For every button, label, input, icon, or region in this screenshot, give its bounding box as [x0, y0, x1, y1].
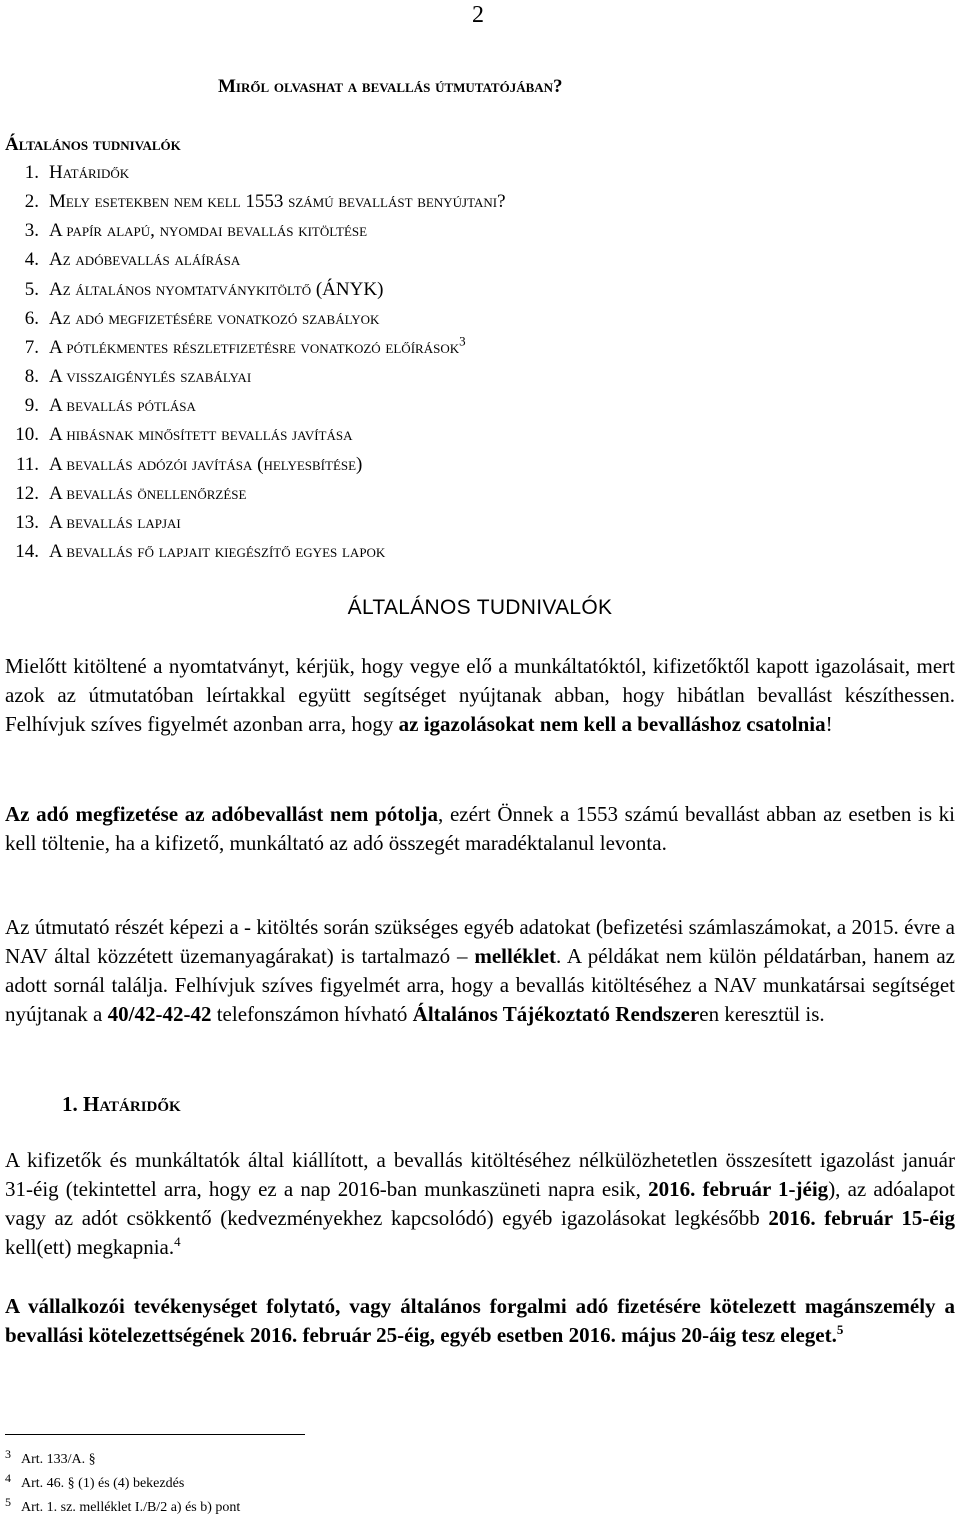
toc-item-number: 13. [15, 512, 39, 533]
toc-item [5, 334, 466, 362]
toc-item [5, 392, 196, 420]
intro-paragraph [5, 652, 955, 739]
para-bold-text: 2016. február 15-éig [768, 1206, 955, 1230]
toc-item [5, 217, 367, 245]
toc-item-number: 3. [24, 220, 39, 241]
toc-item [5, 538, 385, 566]
toc-item-text: Az adó megfizetésére vonatkozó szabályok [49, 308, 380, 329]
para-text: Mielőtt kitöltené a nyomtatványt, kérjük, hogy vegye elő a munkáltatóktól, kifizetőktől kapott igazolásait, mert azok az útmutatóban leírtakkal együtt segítséget nyújtanak abban, hogy hibátlan bevallást készíthessen. Felhívjuk szíves figyelmét azonban arra, hogy [5, 654, 955, 736]
deadlines-paragraph [5, 1146, 955, 1262]
para-text: telefonszámon hívható [211, 1002, 413, 1026]
toc-item-text: A bevallás önellenőrzése [49, 483, 247, 504]
phone-number: 40/42-42-42 [107, 1002, 212, 1026]
footnote [5, 1442, 240, 1466]
toc-item-text: A bevallás adózói javítása (helyesbítése) [49, 454, 363, 475]
toc-item [5, 246, 240, 274]
toc-item [5, 480, 246, 508]
footnote-ref: 3 [459, 333, 466, 349]
toc-item-number: 5. [24, 279, 39, 300]
footnote-text: Art. 1. sz. melléklet I./B/2 a) és b) pont [21, 1500, 241, 1515]
toc-item [5, 509, 181, 537]
toc-item-number: 7. [24, 337, 39, 358]
toc-item [5, 363, 251, 391]
toc-item-text: A bevallás pótlása [49, 395, 196, 416]
footnote [5, 1490, 240, 1514]
footnote-number: 5 [5, 1495, 11, 1509]
toc-item [5, 451, 362, 479]
toc-item-number: 1. [24, 162, 39, 183]
toc-item-number: 14. [15, 541, 39, 562]
toc-item-number: 10. [15, 424, 39, 445]
toc-item-text: A visszaigénylés szabályai [49, 366, 252, 387]
toc-item-number: 11. [15, 454, 39, 475]
payment-paragraph [5, 800, 955, 858]
toc-subtitle: Általános tudnivalók [5, 134, 181, 155]
toc-item-text: Az adóbevallás aláírása [49, 249, 241, 270]
heading-deadlines: 1. Határidők [62, 1092, 181, 1116]
footnote-text: Art. 46. § (1) és (4) bekezdés [21, 1476, 185, 1491]
footnote-text: Art. 133/A. § [21, 1452, 96, 1467]
footnote-divider [5, 1434, 305, 1435]
toc-item-number: 4. [24, 249, 39, 270]
toc-title: Miről olvashat a bevallás útmutatójában? [218, 76, 563, 97]
toc-item-number: 8. [24, 366, 39, 387]
para-text: . A példákat nem külön példatárban, hanem az adott sornál találja. Felhívjuk szíves figyelmét arra, hogy a bevallás kitöltéséhez a NAV munkatársai segítséget nyújtanak a [5, 944, 955, 1026]
para-bold-text: Általános Tájékoztató Rendszer [412, 1002, 700, 1026]
footnote-number: 3 [5, 1447, 11, 1461]
para-text: kell(ett) megkapnia. [5, 1235, 175, 1259]
section-heading: ÁLTALÁNOS TUDNIVALÓK [347, 596, 613, 619]
para-text: Az útmutató részét képezi a - kitöltés során szükséges egyéb adatokat (befizetési számlaszámokat, a 2015. évre a NAV által közzétett üzemanyagárakat) is tartalmazó – [5, 915, 955, 968]
toc-item-text: Mely esetekben nem kell 1553 számú bevallást benyújtani? [49, 191, 506, 212]
para-text: , ezért Önnek a 1553 számú bevallást abban az esetben is ki kell töltenie, ha a kifizető, munkáltató az adó összegét maradéktalanul levonta. [5, 802, 955, 855]
toc-item [5, 421, 352, 449]
toc-item-number: 9. [24, 395, 39, 416]
para-bold-text: Az adó megfizetése az adóbevallást nem pótolja [5, 802, 439, 826]
para-text: ! [825, 712, 833, 736]
toc-item [5, 188, 506, 216]
toc-item-text: A papír alapú, nyomdai bevallás kitöltése [49, 220, 368, 241]
para-bold-text: az igazolásokat nem kell a bevalláshoz csatolnia [398, 712, 826, 736]
footnote-ref: 4 [174, 1234, 181, 1249]
para-bold-text: A vállalkozói tevékenységet folytató, vagy általános forgalmi adó fizetésére kötelezett magánszemély a bevallási kötelezettségének 2016. február 25-éig, egyéb esetben 2016. május 20-áig tesz eleget. [5, 1294, 955, 1347]
toc-item-number: 6. [24, 308, 39, 329]
footnote-number: 4 [5, 1471, 11, 1485]
toc-item [5, 276, 383, 304]
page-number: 2 [472, 2, 484, 28]
guide-paragraph [5, 913, 955, 1029]
toc-item [5, 159, 129, 187]
toc-item [5, 305, 379, 333]
para-text: en keresztül is. [699, 1002, 825, 1026]
para-text: ), az adóalapot vagy az adót csökkentő (kedvezményekhez kapcsolódó) egyéb igazolásokat legkésőbb [5, 1177, 955, 1230]
entrepreneur-paragraph [5, 1292, 955, 1350]
toc-item-number: 12. [15, 483, 39, 504]
para-bold-text: melléklet [474, 944, 556, 968]
toc-item-text: Határidők [49, 162, 130, 183]
toc-item-number: 2. [24, 191, 39, 212]
toc-item-text: A bevallás fő lapjait kiegészítő egyes lapok [49, 541, 386, 562]
para-bold-text: 2016. február 1-jéig [648, 1177, 829, 1201]
toc-item-text: A hibásnak minősített bevallás javítása [49, 424, 353, 445]
footnote [5, 1466, 240, 1490]
para-text: A kifizetők és munkáltatók által kiállított, a bevallás kitöltéséhez nélkülözhetetlen összesített igazolást január 31-éig (tekintettel arra, hogy ez a nap 2016-ban munkaszüneti napra esik, [5, 1148, 955, 1201]
footnote-ref: 5 [836, 1322, 844, 1337]
footnotes [5, 1442, 240, 1514]
toc-item-text: Az általános nyomtatványkitöltő (ÁNYK) [49, 279, 384, 300]
toc-item-text: A bevallás lapjai [49, 512, 181, 533]
toc-item-text: A pótlékmentes részletfizetésre vonatkozó előírások [49, 337, 460, 358]
